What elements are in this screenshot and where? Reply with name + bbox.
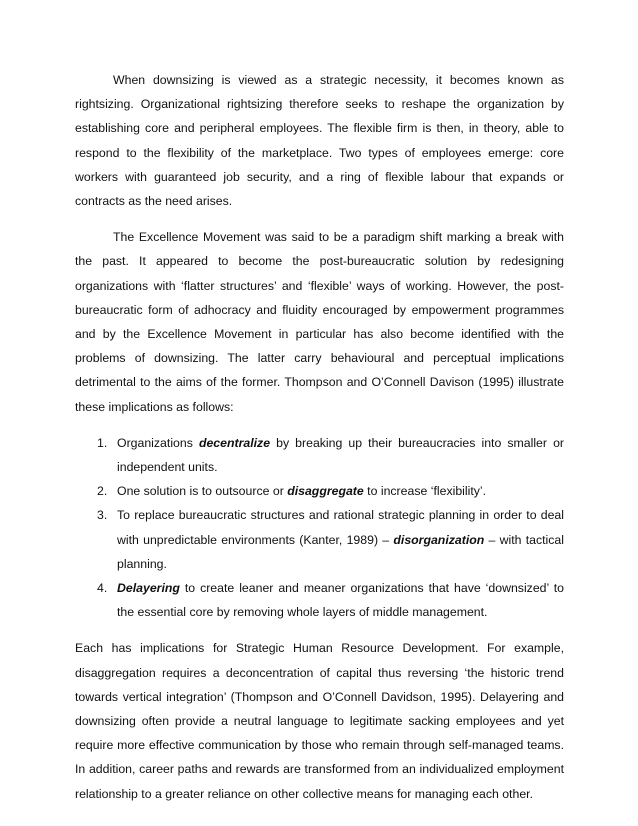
list-item: [97, 503, 564, 576]
list-text: To replace bureaucratic structures and rational strategic planning in order to deal with unpredictable environments (Kanter, 1989) –: [117, 508, 564, 547]
list-text: to increase ‘flexibility’.: [363, 484, 487, 499]
list-item: [97, 431, 565, 479]
list-text: to create leaner and meaner organizations that have ‘downsized’ to the essential core by removing whole layers of middle management.: [117, 581, 564, 620]
list-keyword: Delayering: [117, 581, 180, 596]
list-number: 3.: [97, 508, 108, 523]
list-item: [97, 576, 564, 624]
document-page: [75, 68, 564, 818]
list-text: – with tactical planning.: [117, 532, 564, 571]
list-number: 2.: [97, 484, 108, 499]
list-text: by breaking up their bureaucracies into smaller or independent units.: [117, 435, 565, 475]
paragraph-rightsizing: When downsizing is viewed as a strategic necessity, it becomes known as rightsizing. Organizational rightsizing therefore seeks to reshape the organization by establishing core and peripheral employees. The flexible firm is then, in theory, able to respond to the flexibility of the marketplace. Two types of employees emerge: core workers with guaranteed job security, and a ring of flexible labour that expands or contracts as the need arises.: [75, 73, 564, 209]
list-text: Organizations: [117, 435, 199, 450]
list-number: 1.: [97, 435, 108, 450]
paragraph-excellence-movement: The Excellence Movement was said to be a paradigm shift marking a break with the past. It appeared to become the post-bureaucratic solution by redesigning organizations with ‘flatter structures’ and ‘flexible’ ways of working. However, the post-bureaucratic form of adhocracy and fluidity encouraged by empowerment programmes and by the Excellence Movement in particular has also become identified with the problems of downsizing. The latter carry behavioural and perceptual implications detrimental to the aims of the former. Thompson and O’Connell Davison (1995) illustrate these implications as follows:: [75, 230, 564, 414]
paragraph-closing: Each has implications for Strategic Human Resource Development. For example, disaggregation requires a deconcentration of capital thus reversing ‘the historic trend towards vertical integration’ (Thompson and O’Connell Davidson, 1995). Delayering and downsizing often provide a neutral language to legitimate sacking employees and yet require more effective communication by those who remain through self-managed teams. In addition, career paths and rewards are transformed from an individualized employment relationship to a greater reliance on other collective means for managing each other.: [75, 641, 564, 801]
list-number: 4.: [97, 581, 108, 596]
implications-list: [75, 431, 564, 625]
list-keyword: disaggregate: [287, 484, 364, 499]
list-keyword: disorganization: [393, 532, 485, 547]
list-item: [97, 479, 564, 503]
list-keyword: decentralize: [198, 435, 271, 450]
list-text: One solution is to outsource or: [117, 484, 288, 499]
